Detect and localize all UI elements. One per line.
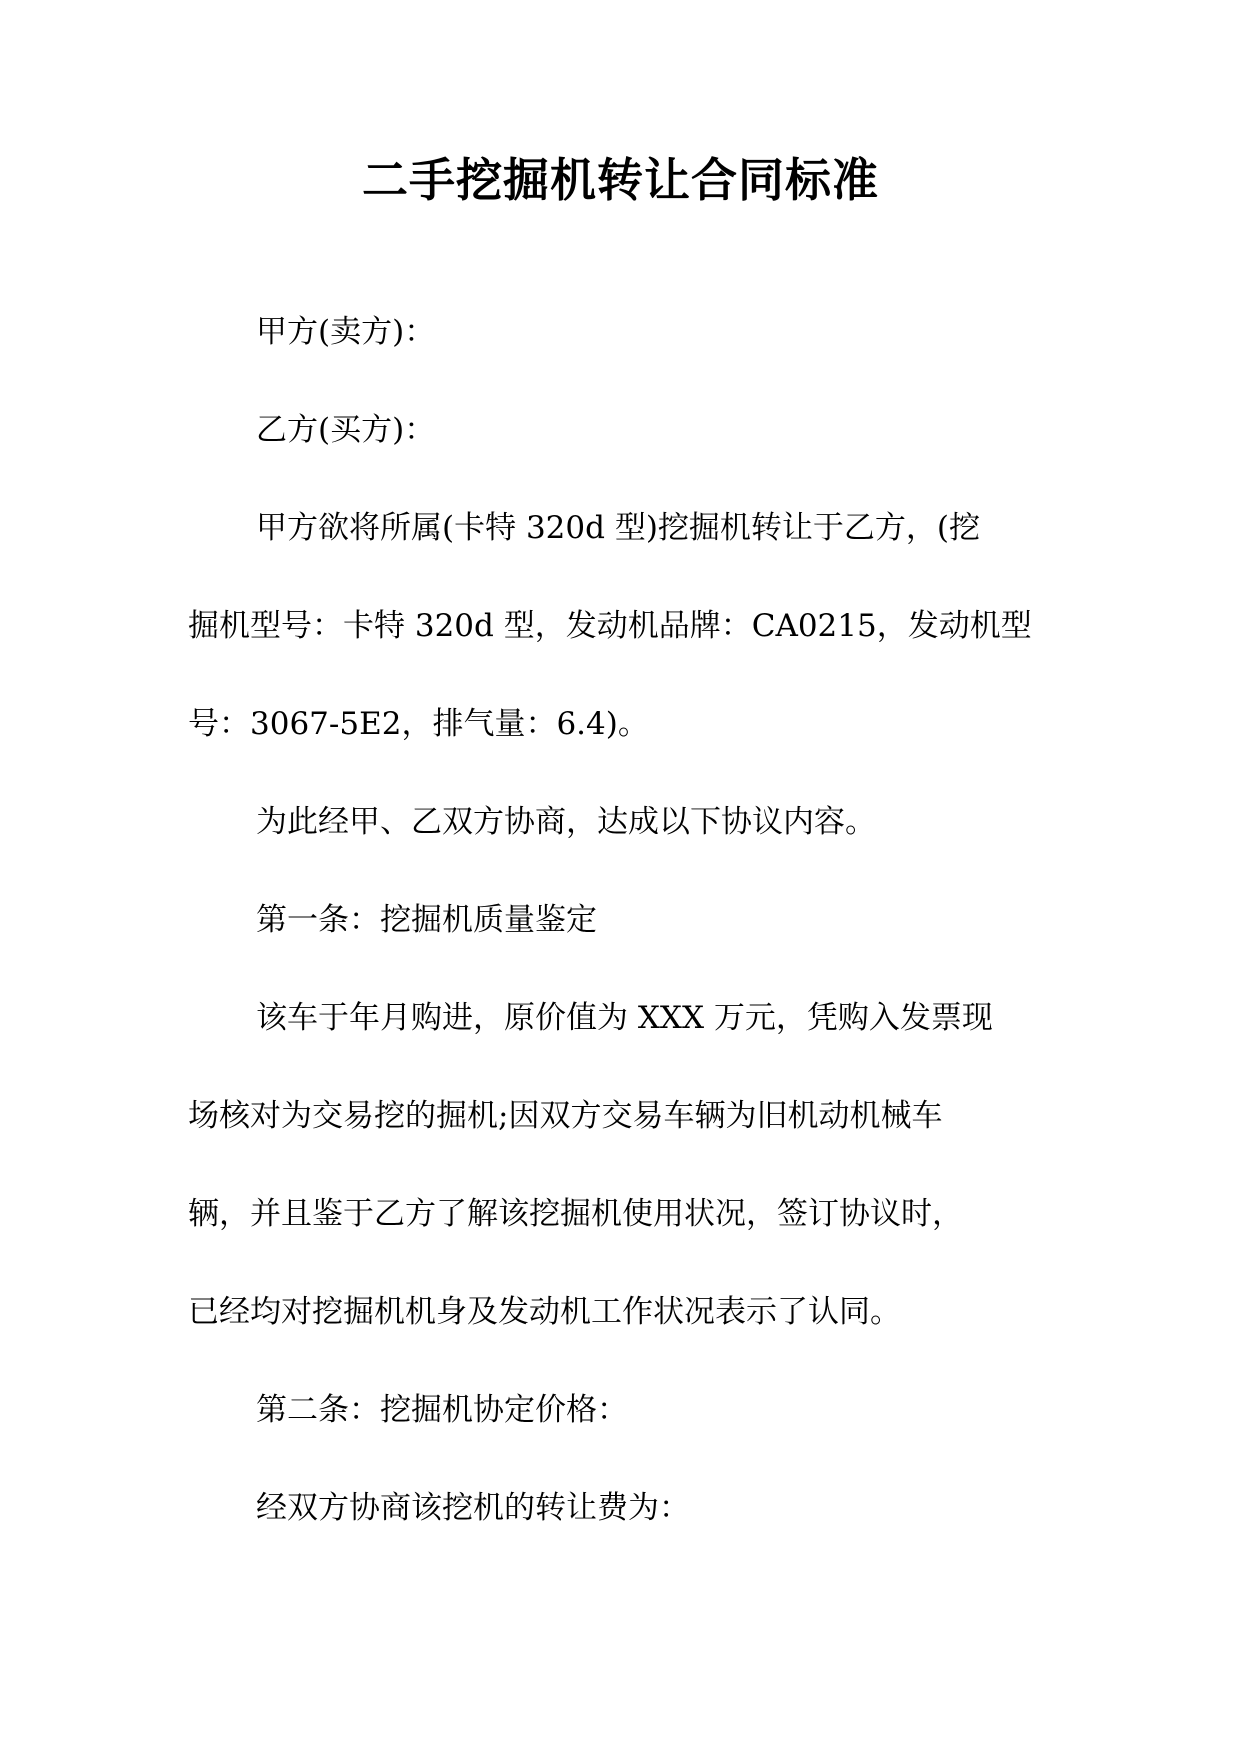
paragraph-line: 掘机型号：卡特 320d 型，发动机品牌：CA0215，发动机型 <box>188 608 1032 644</box>
paragraph-line: 该车于年月购进，原价值为 XXX 万元，凭购入发票现 <box>256 1000 993 1036</box>
article-heading: 第一条：挖掘机质量鉴定 <box>256 902 597 938</box>
paragraph-line: 已经均对挖掘机机身及发动机工作状况表示了认同。 <box>188 1294 901 1330</box>
paragraph-line: 甲方欲将所属(卡特 320d 型)挖掘机转让于乙方，(挖 <box>256 510 981 546</box>
party-a-line: 甲方(卖方)： <box>256 314 436 350</box>
document-title: 二手挖掘机转让合同标准 <box>362 153 879 207</box>
document-body <box>188 300 1058 1574</box>
paragraph-line: 号：3067-5E2，排气量：6.4)。 <box>188 706 649 742</box>
article-heading: 第二条：挖掘机协定价格： <box>256 1392 628 1428</box>
paragraph-line: 场核对为交易挖的掘机;因双方交易车辆为旧机动机械车 <box>188 1098 943 1134</box>
paragraph-line: 为此经甲、乙双方协商，达成以下协议内容。 <box>256 804 876 840</box>
paragraph-line: 辆，并且鉴于乙方了解该挖掘机使用状况，签订协议时， <box>188 1196 963 1232</box>
party-b-line: 乙方(买方)： <box>256 412 436 448</box>
paragraph-line: 经双方协商该挖机的转让费为： <box>256 1490 690 1526</box>
